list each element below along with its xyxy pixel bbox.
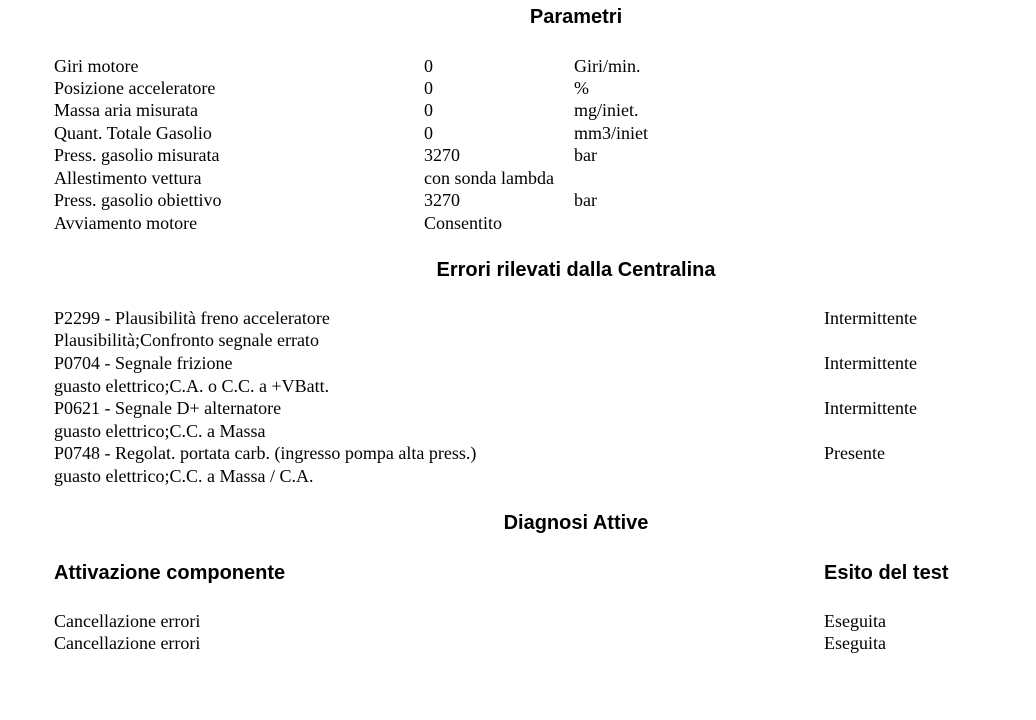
param-name: Avviamento motore bbox=[54, 213, 198, 233]
param-row bbox=[0, 212, 1036, 234]
error-code: P0621 - Segnale D+ alternatore bbox=[54, 398, 282, 418]
error-detail-row bbox=[0, 420, 1036, 442]
param-unit: % bbox=[574, 78, 589, 98]
error-status: Intermittente bbox=[824, 353, 917, 373]
error-detail: Plausibilità;Confronto segnale errato bbox=[54, 330, 319, 350]
param-row bbox=[0, 77, 1036, 99]
param-name: Giri motore bbox=[54, 56, 139, 76]
param-value: 0 bbox=[424, 78, 433, 98]
diagnosi-result: Eseguita bbox=[824, 611, 886, 631]
param-name: Quant. Totale Gasolio bbox=[54, 123, 212, 143]
error-row bbox=[0, 352, 1036, 374]
error-status: Presente bbox=[824, 443, 885, 463]
param-row bbox=[0, 99, 1036, 121]
error-code: P0748 - Regolat. portata carb. (ingresso pompa alta press.) bbox=[54, 443, 477, 463]
error-detail-row bbox=[0, 465, 1036, 487]
diagnosi-result: Eseguita bbox=[824, 633, 886, 653]
param-unit: bar bbox=[574, 190, 597, 210]
error-detail-row bbox=[0, 329, 1036, 351]
param-value: 3270 bbox=[424, 145, 460, 165]
error-row bbox=[0, 442, 1036, 464]
param-row bbox=[0, 122, 1036, 144]
error-detail: guasto elettrico;C.A. o C.C. a +VBatt. bbox=[54, 376, 330, 396]
error-code: P2299 - Plausibilità freno acceleratore bbox=[54, 308, 330, 328]
param-row bbox=[0, 144, 1036, 166]
param-row bbox=[0, 167, 1036, 189]
error-code: P0704 - Segnale frizione bbox=[54, 353, 233, 373]
error-status: Intermittente bbox=[824, 308, 917, 328]
diagnosi-row bbox=[0, 632, 1036, 654]
param-unit: mg/iniet. bbox=[574, 100, 639, 120]
param-value: 0 bbox=[424, 123, 433, 143]
diagnosi-title: Diagnosi Attive bbox=[503, 512, 649, 534]
param-unit: mm3/iniet bbox=[574, 123, 648, 143]
column-header-result: Esito del test bbox=[824, 562, 949, 584]
param-name: Press. gasolio misurata bbox=[54, 145, 220, 165]
param-name: Allestimento vettura bbox=[54, 168, 202, 188]
param-name: Posizione acceleratore bbox=[54, 78, 216, 98]
param-unit: bar bbox=[574, 145, 597, 165]
parametri-title: Parametri bbox=[529, 6, 623, 28]
param-value: 3270 bbox=[424, 190, 460, 210]
error-detail: guasto elettrico;C.C. a Massa / C.A. bbox=[54, 466, 314, 486]
param-unit: Giri/min. bbox=[574, 56, 641, 76]
diagnosi-component: Cancellazione errori bbox=[54, 611, 201, 631]
error-row bbox=[0, 397, 1036, 419]
diagnosi-component: Cancellazione errori bbox=[54, 633, 201, 653]
param-row bbox=[0, 189, 1036, 211]
diagnosi-row bbox=[0, 610, 1036, 632]
error-status: Intermittente bbox=[824, 398, 917, 418]
errori-title: Errori rilevati dalla Centralina bbox=[436, 259, 716, 281]
param-row bbox=[0, 55, 1036, 77]
error-row bbox=[0, 307, 1036, 329]
param-value: 0 bbox=[424, 56, 433, 76]
column-header-component: Attivazione componente bbox=[54, 562, 286, 584]
error-detail-row bbox=[0, 375, 1036, 397]
param-name: Massa aria misurata bbox=[54, 100, 198, 120]
error-detail: guasto elettrico;C.C. a Massa bbox=[54, 421, 266, 441]
param-value: 0 bbox=[424, 100, 433, 120]
param-value: Consentito bbox=[424, 213, 503, 233]
param-name: Press. gasolio obiettivo bbox=[54, 190, 222, 210]
param-value: con sonda lambda bbox=[424, 168, 554, 188]
